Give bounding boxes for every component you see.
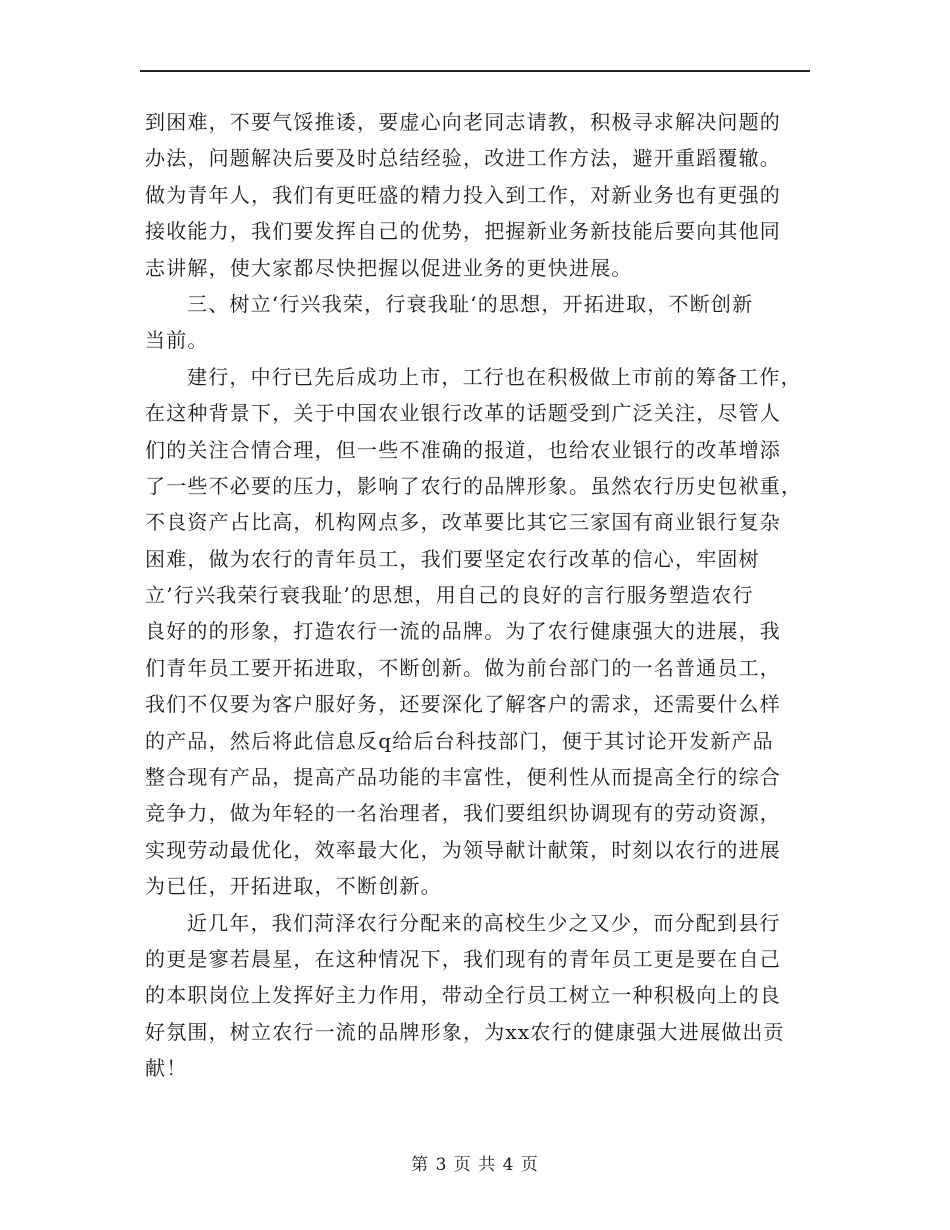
text-line: 整合现有产品，提高产品功能的丰富性，便利性从而提高全行的综合: [145, 765, 781, 790]
text-line: 志讲解，使大家都尽快把握以促进业务的更快进展。: [145, 255, 633, 280]
text-line: 们青年员工要开拓进取，不断创新。做为前台部门的一名普通员工，: [145, 655, 781, 680]
text-line: 办法，问题解决后要及时总结经验，改进工作方法，避开重蹈覆辙。: [145, 146, 781, 171]
header-rule: [140, 70, 810, 72]
page-number-footer: 第 3 页 共 4 页: [411, 1155, 539, 1175]
text-line: 做为青年人，我们有更旺盛的精力投入到工作，对新业务也有更强的: [145, 182, 781, 207]
paragraph-start: 建行，中行已先后成功上市，工行也在积极做上市前的筹备工作，: [187, 364, 802, 389]
text-line: 立’行兴我荣行衰我耻’的思想，用自己的良好的言行服务塑造农行: [145, 583, 754, 608]
text-line: 良好的的形象，打造农行一流的品牌。为了农行健康强大的进展，我: [145, 619, 781, 644]
paragraph-start: 近几年，我们菏泽农行分配来的高校生少之又少，而分配到县行: [187, 910, 781, 935]
body-text: [145, 104, 805, 1087]
text-line: 困难，做为农行的青年员工，我们要坚定农行改革的信心，牢固树: [145, 546, 760, 571]
text-line: 的本职岗位上发挥好主力作用，带动全行员工树立一种积极向上的良: [145, 983, 781, 1008]
text-line: 的产品，然后将此信息反q给后台科技部门，便于其讨论开发新产品: [145, 728, 774, 753]
text-line: 在这种背景下，关于中国农业银行改革的话题受到广泛关注，尽管人: [145, 401, 781, 426]
section-heading: 三、树立‘行兴我荣，行衰我耻‘的思想，开拓进取，不断创新: [187, 291, 754, 316]
section-heading-continued: 当前。: [145, 328, 209, 353]
text-line: 竞争力，做为年轻的一名治理者，我们要组织协调现有的劳动资源，: [145, 801, 781, 826]
text-line: 我们不仅要为客户服好务，还要深化了解客户的需求，还需要什么样: [145, 692, 781, 717]
text-line: 好氛围，树立农行一流的品牌形象，为xx农行的健康强大进展做出贡: [145, 1019, 785, 1044]
text-line: 不良资产占比高，机构网点多，改革要比其它三家国有商业银行复杂: [145, 510, 781, 535]
text-line: 接收能力，我们要发挥自己的优势，把握新业务新技能后要向其他同: [145, 219, 781, 244]
text-line: 到困难，不要气馁推诿，要虚心向老同志请教，积极寻求解决问题的: [145, 110, 781, 134]
text-line: 的更是寥若晨星，在这种情况下，我们现有的青年员工更是要在自己: [145, 946, 781, 971]
text-line: 为已任，开拓进取，不断创新。: [145, 874, 442, 899]
text-line: 实现劳动最优化，效率最大化，为领导献计献策，时刻以农行的进展: [145, 837, 781, 862]
text-line: 了一些不必要的压力，影响了农行的品牌形象。虽然农行历史包袱重，: [145, 473, 803, 498]
text-line: 们的关注合情合理，但一些不准确的报道，也给农业银行的改革增添: [145, 437, 781, 462]
text-line: 献！: [145, 1056, 188, 1081]
